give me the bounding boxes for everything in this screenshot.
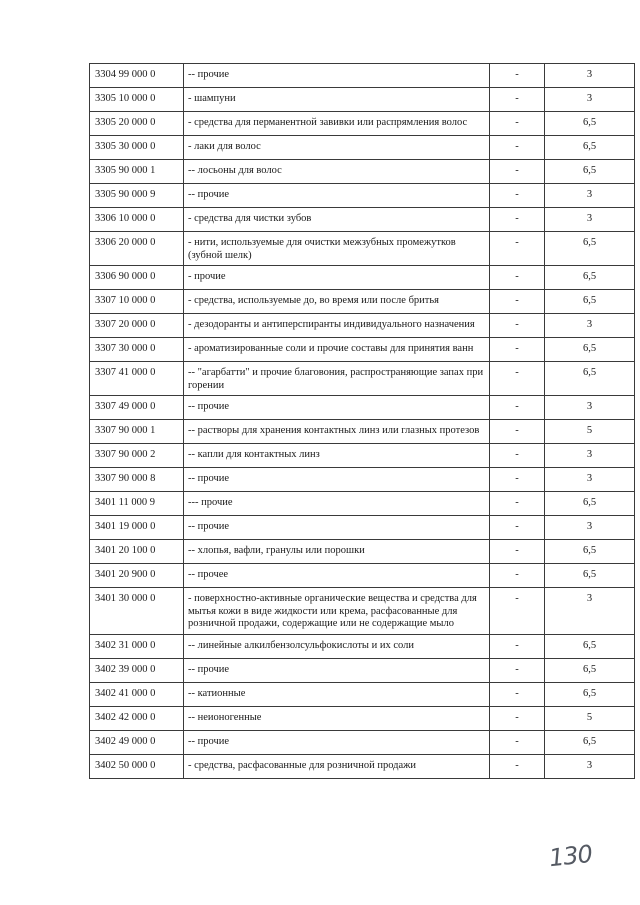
- cell-rate: 6,5: [545, 362, 635, 396]
- cell-unit: -: [490, 160, 545, 184]
- cell-rate: 5: [545, 420, 635, 444]
- cell-description: - поверхностно-активные органические вещества и средства для мытья кожи в виде жидкости или крема, расфасованные для розничной продажи, содержащие или не содержащие мыло: [184, 588, 490, 635]
- cell-unit: -: [490, 634, 545, 658]
- cell-code: 3305 20 000 0: [90, 112, 184, 136]
- table-row: [90, 88, 635, 112]
- cell-unit: -: [490, 338, 545, 362]
- cell-description: -- "агарбатти" и прочие благовония, распространяющие запах при горении: [184, 362, 490, 396]
- table-row: [90, 136, 635, 160]
- cell-rate: 3: [545, 64, 635, 88]
- cell-unit: -: [490, 468, 545, 492]
- cell-code: 3401 11 000 9: [90, 492, 184, 516]
- cell-rate: 6,5: [545, 338, 635, 362]
- cell-rate: 3: [545, 88, 635, 112]
- cell-rate: 6,5: [545, 160, 635, 184]
- cell-description: -- прочие: [184, 658, 490, 682]
- cell-description: -- неионогенные: [184, 706, 490, 730]
- cell-unit: -: [490, 64, 545, 88]
- table-row: [90, 112, 635, 136]
- cell-code: 3402 42 000 0: [90, 706, 184, 730]
- cell-description: -- прочие: [184, 516, 490, 540]
- cell-description: - прочие: [184, 266, 490, 290]
- cell-code: 3306 20 000 0: [90, 232, 184, 266]
- cell-rate: 3: [545, 754, 635, 778]
- cell-unit: -: [490, 184, 545, 208]
- cell-rate: 6,5: [545, 136, 635, 160]
- cell-description: -- прочее: [184, 564, 490, 588]
- cell-code: 3305 90 000 1: [90, 160, 184, 184]
- cell-code: 3402 39 000 0: [90, 658, 184, 682]
- cell-description: -- прочие: [184, 730, 490, 754]
- table-row: [90, 588, 635, 635]
- cell-rate: 6,5: [545, 290, 635, 314]
- cell-rate: 6,5: [545, 682, 635, 706]
- cell-description: -- лосьоны для волос: [184, 160, 490, 184]
- cell-rate: 6,5: [545, 266, 635, 290]
- cell-description: - средства для перманентной завивки или распрямления волос: [184, 112, 490, 136]
- cell-code: 3307 49 000 0: [90, 396, 184, 420]
- cell-unit: -: [490, 564, 545, 588]
- cell-unit: -: [490, 540, 545, 564]
- cell-description: -- катионные: [184, 682, 490, 706]
- cell-code: 3307 30 000 0: [90, 338, 184, 362]
- cell-unit: -: [490, 588, 545, 635]
- cell-rate: 6,5: [545, 658, 635, 682]
- cell-code: 3305 10 000 0: [90, 88, 184, 112]
- cell-unit: -: [490, 314, 545, 338]
- cell-code: 3305 30 000 0: [90, 136, 184, 160]
- table-row: [90, 754, 635, 778]
- cell-description: - ароматизированные соли и прочие составы для принятия ванн: [184, 338, 490, 362]
- table-row: [90, 396, 635, 420]
- cell-unit: -: [490, 88, 545, 112]
- cell-rate: 3: [545, 468, 635, 492]
- cell-rate: 6,5: [545, 540, 635, 564]
- table-row: [90, 444, 635, 468]
- cell-code: 3306 10 000 0: [90, 208, 184, 232]
- cell-unit: -: [490, 682, 545, 706]
- cell-description: - средства, используемые до, во время или после бритья: [184, 290, 490, 314]
- cell-rate: 6,5: [545, 492, 635, 516]
- cell-description: -- хлопья, вафли, гранулы или порошки: [184, 540, 490, 564]
- cell-description: --- прочие: [184, 492, 490, 516]
- cell-unit: -: [490, 290, 545, 314]
- table-row: [90, 184, 635, 208]
- cell-unit: -: [490, 492, 545, 516]
- cell-description: - средства для чистки зубов: [184, 208, 490, 232]
- cell-description: -- растворы для хранения контактных линз или глазных протезов: [184, 420, 490, 444]
- table-row: [90, 516, 635, 540]
- cell-unit: -: [490, 754, 545, 778]
- cell-unit: -: [490, 396, 545, 420]
- cell-rate: 6,5: [545, 634, 635, 658]
- cell-code: 3401 20 100 0: [90, 540, 184, 564]
- cell-description: -- капли для контактных линз: [184, 444, 490, 468]
- table-row: [90, 564, 635, 588]
- cell-code: 3401 20 900 0: [90, 564, 184, 588]
- cell-unit: -: [490, 706, 545, 730]
- cell-description: - средства, расфасованные для розничной продажи: [184, 754, 490, 778]
- tariff-table-body: [90, 64, 635, 779]
- cell-code: 3307 90 000 1: [90, 420, 184, 444]
- cell-rate: 3: [545, 208, 635, 232]
- cell-rate: 3: [545, 588, 635, 635]
- cell-description: -- прочие: [184, 184, 490, 208]
- cell-code: 3306 90 000 0: [90, 266, 184, 290]
- cell-rate: 6,5: [545, 564, 635, 588]
- handwritten-page-number: 130: [547, 839, 594, 873]
- table-row: [90, 208, 635, 232]
- cell-code: 3307 41 000 0: [90, 362, 184, 396]
- cell-unit: -: [490, 362, 545, 396]
- table-row: [90, 420, 635, 444]
- cell-unit: -: [490, 420, 545, 444]
- table-row: [90, 492, 635, 516]
- table-row: [90, 682, 635, 706]
- table-row: [90, 314, 635, 338]
- cell-code: 3402 49 000 0: [90, 730, 184, 754]
- cell-code: 3307 10 000 0: [90, 290, 184, 314]
- cell-unit: -: [490, 232, 545, 266]
- cell-rate: 5: [545, 706, 635, 730]
- cell-unit: -: [490, 658, 545, 682]
- table-row: [90, 634, 635, 658]
- cell-code: 3402 31 000 0: [90, 634, 184, 658]
- table-row: [90, 160, 635, 184]
- cell-code: 3402 50 000 0: [90, 754, 184, 778]
- cell-description: -- линейные алкилбензолсульфокислоты и их соли: [184, 634, 490, 658]
- cell-code: 3401 30 000 0: [90, 588, 184, 635]
- table-row: [90, 658, 635, 682]
- table-row: [90, 468, 635, 492]
- cell-code: 3307 90 000 2: [90, 444, 184, 468]
- table-row: [90, 64, 635, 88]
- table-row: [90, 362, 635, 396]
- table-row: [90, 266, 635, 290]
- cell-rate: 3: [545, 516, 635, 540]
- cell-rate: 3: [545, 184, 635, 208]
- cell-description: -- прочие: [184, 64, 490, 88]
- cell-code: 3305 90 000 9: [90, 184, 184, 208]
- cell-description: - лаки для волос: [184, 136, 490, 160]
- cell-code: 3402 41 000 0: [90, 682, 184, 706]
- cell-unit: -: [490, 266, 545, 290]
- cell-unit: -: [490, 444, 545, 468]
- cell-unit: -: [490, 730, 545, 754]
- cell-code: 3307 90 000 8: [90, 468, 184, 492]
- cell-unit: -: [490, 208, 545, 232]
- cell-code: 3401 19 000 0: [90, 516, 184, 540]
- table-row: [90, 730, 635, 754]
- cell-description: - дезодоранты и антиперспиранты индивидуального назначения: [184, 314, 490, 338]
- cell-description: - шампуни: [184, 88, 490, 112]
- tariff-table: [89, 63, 635, 779]
- cell-unit: -: [490, 516, 545, 540]
- cell-code: 3307 20 000 0: [90, 314, 184, 338]
- cell-rate: 6,5: [545, 730, 635, 754]
- cell-description: -- прочие: [184, 468, 490, 492]
- cell-rate: 3: [545, 314, 635, 338]
- cell-rate: 3: [545, 396, 635, 420]
- cell-rate: 6,5: [545, 232, 635, 266]
- cell-rate: 6,5: [545, 112, 635, 136]
- cell-description: -- прочие: [184, 396, 490, 420]
- cell-rate: 3: [545, 444, 635, 468]
- table-row: [90, 232, 635, 266]
- table-row: [90, 290, 635, 314]
- table-row: [90, 706, 635, 730]
- cell-code: 3304 99 000 0: [90, 64, 184, 88]
- cell-unit: -: [490, 112, 545, 136]
- table-row: [90, 338, 635, 362]
- cell-description: - нити, используемые для очистки межзубных промежутков (зубной шелк): [184, 232, 490, 266]
- cell-unit: -: [490, 136, 545, 160]
- table-row: [90, 540, 635, 564]
